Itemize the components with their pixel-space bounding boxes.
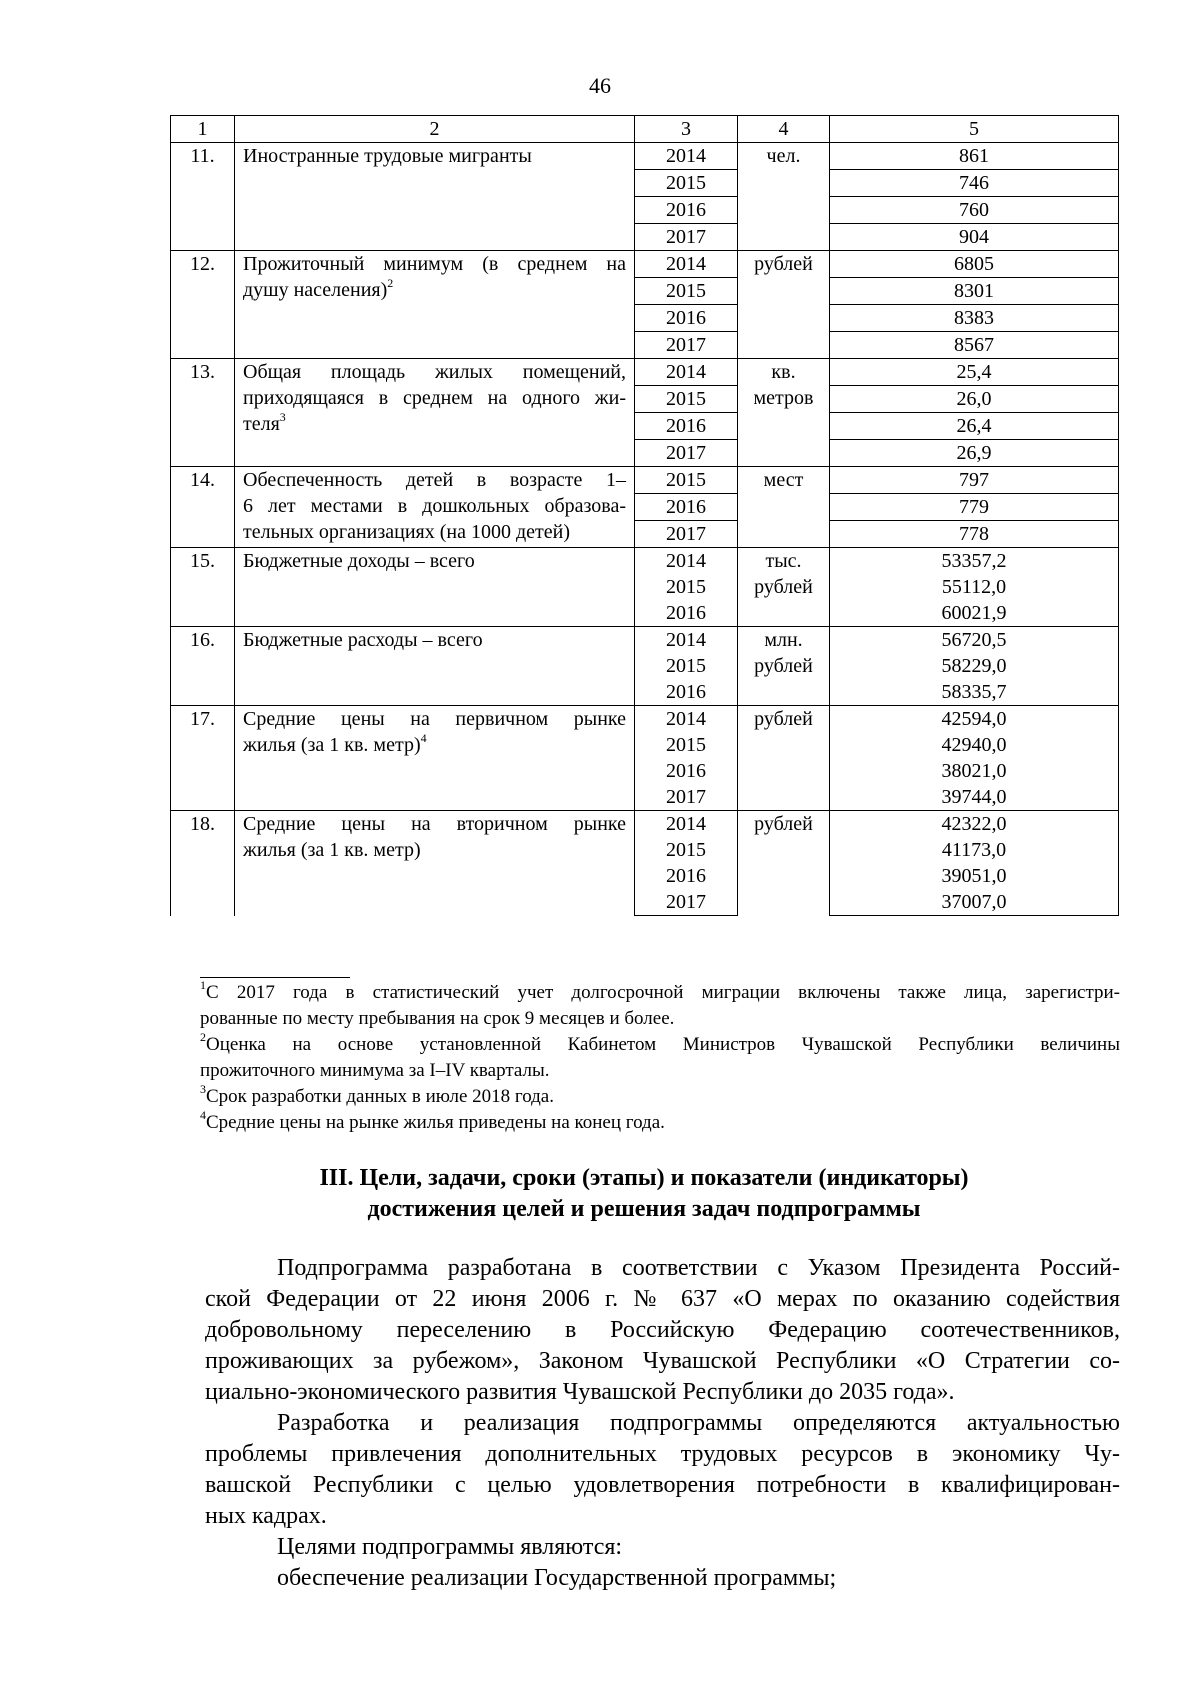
- year-cell: 2016: [635, 600, 738, 627]
- value-cell: 42322,0: [830, 811, 1119, 838]
- header-cell: 3: [635, 116, 738, 143]
- year-cell: 2016: [635, 679, 738, 706]
- year-cell: 2017: [635, 224, 738, 251]
- indicator-name: [235, 811, 635, 916]
- year-cell: 2015: [635, 837, 738, 863]
- value-cell: 42594,0: [830, 706, 1119, 733]
- value-cell: 760: [830, 197, 1119, 224]
- unit-line: кв.: [771, 361, 796, 383]
- year-cell: 2017: [635, 521, 738, 548]
- value-cell: 53357,2: [830, 548, 1119, 575]
- footnote-rule: [200, 977, 350, 978]
- paragraph-1-line: добровольному переселению в Российскую Федерацию соотечественников,: [205, 1317, 1120, 1343]
- value-cell: 746: [830, 170, 1119, 197]
- value-cell: 25,4: [830, 359, 1119, 386]
- paragraph-1-line: Подпрограмма разработана в соответствии с Указом Президента Россий-: [277, 1255, 1120, 1281]
- footnote-2-cont: прожиточного минимума за I–IV кварталы.: [200, 1060, 550, 1081]
- indicator-name-line: Общая площадь жилых помещений,: [243, 361, 626, 383]
- value-cell: 904: [830, 224, 1119, 251]
- paragraph-4: обеспечение реализации Государственной программы;: [277, 1565, 837, 1591]
- header-cell: 4: [738, 116, 830, 143]
- indicator-name-line: приходящаяся в среднем на одного жи-: [243, 387, 626, 409]
- unit-cell: [738, 143, 830, 251]
- footnote-mark: 3: [279, 410, 286, 424]
- year-cell: 2016: [635, 758, 738, 784]
- year-cell: 2014: [635, 359, 738, 386]
- year-cell: 2016: [635, 863, 738, 889]
- indicators-table: [170, 115, 1119, 916]
- year-cell: 2016: [635, 197, 738, 224]
- unit-line: млн.: [764, 629, 803, 651]
- table-header-row: [171, 116, 1119, 143]
- indicator-name-line: 6 лет местами в дошкольных образова-: [243, 495, 626, 517]
- paragraph-2-line: вашской Республики с целью удовлетворения потребности в квалифицирован-: [205, 1472, 1120, 1498]
- value-cell: 58229,0: [830, 653, 1119, 679]
- table-row: [171, 627, 1119, 654]
- unit-cell: [738, 627, 830, 706]
- value-cell: 58335,7: [830, 679, 1119, 706]
- footnote-1-cont: рованные по месту пребывания на срок 9 месяцев и более.: [200, 1008, 675, 1029]
- indicator-name: [235, 251, 635, 359]
- value-cell: 26,0: [830, 386, 1119, 413]
- paragraph-1-line: ской Федерации от 22 июня 2006 г. № 637 «О мерах по оказанию содействия: [205, 1286, 1120, 1312]
- indicator-name: [235, 359, 635, 467]
- value-cell: 38021,0: [830, 758, 1119, 784]
- table-row: [171, 548, 1119, 575]
- year-cell: 2017: [635, 889, 738, 916]
- footnote-mark: 2: [387, 276, 394, 290]
- year-cell: 2015: [635, 170, 738, 197]
- table-row: [171, 359, 1119, 386]
- footnote-2: $^2$Оценка на основе установленной Кабинетом Министров Чувашской Республики величины: [200, 1030, 1120, 1055]
- row-number: 15.: [171, 548, 235, 627]
- unit-line: чел.: [766, 145, 801, 167]
- unit-line: метров: [753, 387, 814, 409]
- footnotes: [200, 980, 1120, 1136]
- footnote-3: $^3$Срок разработки данных в июле 2018 года.: [200, 1082, 554, 1107]
- value-cell: 8301: [830, 278, 1119, 305]
- section-title-line: достижения целей и решения задач подпрограммы: [367, 1196, 921, 1222]
- value-cell: 26,9: [830, 440, 1119, 467]
- value-cell: 26,4: [830, 413, 1119, 440]
- unit-line: мест: [763, 469, 804, 491]
- value-cell: 41173,0: [830, 837, 1119, 863]
- row-number: 17.: [171, 706, 235, 811]
- year-cell: 2015: [635, 732, 738, 758]
- value-cell: 60021,9: [830, 600, 1119, 627]
- year-cell: 2016: [635, 305, 738, 332]
- indicator-name-line: Средние цены на вторичном рынке: [243, 813, 626, 835]
- row-number: 13.: [171, 359, 235, 467]
- paragraph-1-line: циально-экономического развития Чувашской Республики до 2035 года».: [205, 1379, 955, 1405]
- table-row: [171, 706, 1119, 733]
- unit-line: рублей: [754, 576, 813, 598]
- row-number: 16.: [171, 627, 235, 706]
- indicator-name: [235, 143, 635, 251]
- year-cell: 2015: [635, 386, 738, 413]
- indicator-name: [235, 627, 635, 706]
- paragraph-2-line: проблемы привлечения дополнительных трудовых ресурсов в экономику Чу-: [205, 1441, 1120, 1467]
- unit-cell: [738, 467, 830, 548]
- indicator-name-line: тельных организациях (на 1000 детей): [243, 521, 571, 543]
- table-row: [171, 143, 1119, 170]
- table-row: [171, 251, 1119, 278]
- year-cell: 2014: [635, 143, 738, 170]
- indicator-name-line: душу населения)$^2$: [243, 276, 394, 301]
- value-cell: 39744,0: [830, 784, 1119, 811]
- year-cell: 2017: [635, 440, 738, 467]
- year-cell: 2014: [635, 706, 738, 733]
- indicator-name-line: теля$^3$: [243, 410, 286, 435]
- header-cell: 5: [830, 116, 1119, 143]
- year-cell: 2014: [635, 811, 738, 838]
- value-cell: 861: [830, 143, 1119, 170]
- year-cell: 2015: [635, 574, 738, 600]
- section-title-line: III. Цели, задачи, сроки (этапы) и показатели (индикаторы): [319, 1165, 969, 1191]
- value-cell: 8383: [830, 305, 1119, 332]
- value-cell: 779: [830, 494, 1119, 521]
- unit-line: рублей: [754, 813, 813, 835]
- value-cell: 56720,5: [830, 627, 1119, 654]
- unit-cell: [738, 548, 830, 627]
- table-row: [171, 467, 1119, 494]
- paragraph-2-line: Разработка и реализация подпрограммы определяются актуальностью: [277, 1410, 1120, 1436]
- row-number: 18.: [171, 811, 235, 916]
- value-cell: 778: [830, 521, 1119, 548]
- indicator-name-line: жилья (за 1 кв. метр)$^4$: [243, 731, 427, 756]
- year-cell: 2017: [635, 784, 738, 811]
- body-text: [205, 1253, 1120, 1594]
- unit-cell: [738, 811, 830, 916]
- value-cell: 42940,0: [830, 732, 1119, 758]
- value-cell: 37007,0: [830, 889, 1119, 916]
- section-title: [170, 1163, 1118, 1225]
- year-cell: 2015: [635, 653, 738, 679]
- indicator-name: [235, 706, 635, 811]
- year-cell: 2015: [635, 278, 738, 305]
- footnote-4: $^4$Средние цены на рынке жилья приведены на конец года.: [200, 1108, 665, 1133]
- footnote-1: $^1$С 2017 года в статистический учет долгосрочной миграции включены также лица, зарегистри-: [200, 978, 1120, 1003]
- unit-line: рублей: [754, 708, 813, 730]
- unit-line: рублей: [754, 253, 813, 275]
- paragraph-3: Целями подпрограммы являются:: [277, 1534, 623, 1560]
- year-cell: 2017: [635, 332, 738, 359]
- unit-line: тыс.: [765, 550, 802, 572]
- footnote-mark: 4: [420, 731, 427, 745]
- value-cell: 8567: [830, 332, 1119, 359]
- unit-cell: [738, 359, 830, 467]
- year-cell: 2015: [635, 467, 738, 494]
- indicator-name-line: Бюджетные расходы – всего: [243, 629, 483, 651]
- paragraph-1-line: проживающих за рубежом», Законом Чувашской Республики «О Стратегии со-: [205, 1348, 1120, 1374]
- header-cell: 1: [171, 116, 235, 143]
- value-cell: 797: [830, 467, 1119, 494]
- indicator-name-line: Прожиточный минимум (в среднем на: [243, 253, 626, 275]
- year-cell: 2014: [635, 627, 738, 654]
- year-cell: 2016: [635, 413, 738, 440]
- value-cell: 6805: [830, 251, 1119, 278]
- page-number: 46: [589, 73, 611, 98]
- indicator-name-line: Средние цены на первичном рынке: [243, 708, 626, 730]
- row-number: 14.: [171, 467, 235, 548]
- row-number: 11.: [171, 143, 235, 251]
- row-number: 12.: [171, 251, 235, 359]
- indicator-name: [235, 467, 635, 548]
- year-cell: 2014: [635, 251, 738, 278]
- header-cell: 2: [235, 116, 635, 143]
- value-cell: 39051,0: [830, 863, 1119, 889]
- indicator-name-line: Обеспеченность детей в возрасте 1–: [243, 469, 626, 491]
- indicator-name-line: жилья (за 1 кв. метр): [243, 839, 421, 861]
- value-cell: 55112,0: [830, 574, 1119, 600]
- year-cell: 2014: [635, 548, 738, 575]
- unit-cell: [738, 706, 830, 811]
- indicator-name-line: Иностранные трудовые мигранты: [243, 145, 532, 167]
- indicator-name-line: Бюджетные доходы – всего: [243, 550, 475, 572]
- table-row: [171, 811, 1119, 838]
- paragraph-2-line: ных кадрах.: [205, 1503, 327, 1529]
- indicator-name: [235, 548, 635, 627]
- unit-line: рублей: [754, 655, 813, 677]
- year-cell: 2016: [635, 494, 738, 521]
- unit-cell: [738, 251, 830, 359]
